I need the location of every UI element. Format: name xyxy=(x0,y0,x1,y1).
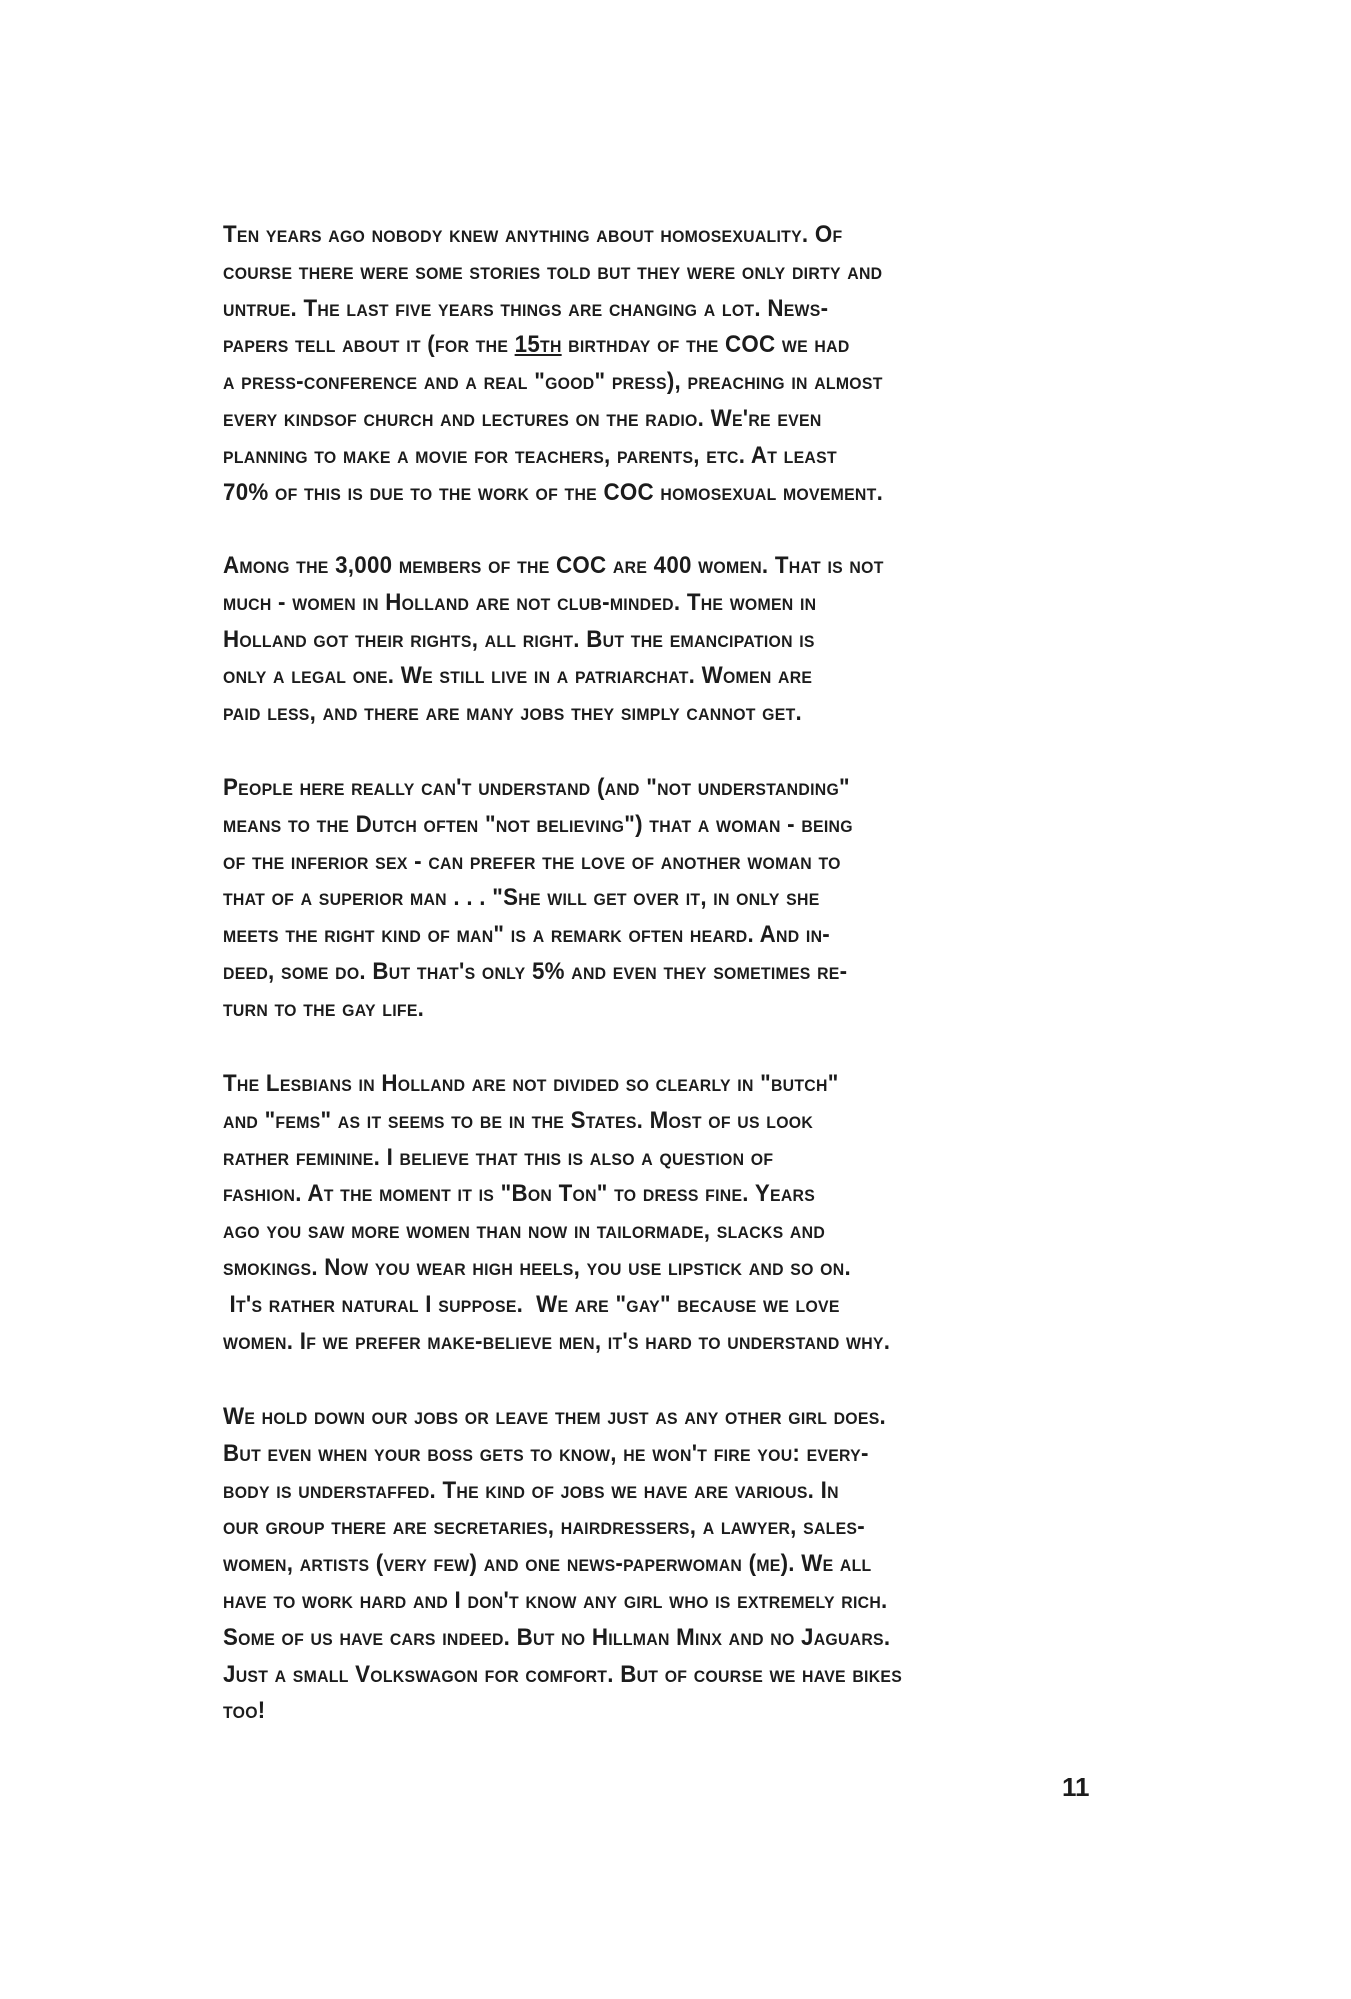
text-line: Some of us have cars indeed. But no Hillman Minx and no Jaguars. xyxy=(223,1623,891,1651)
text-line: every kindsof church and lectures on the radio. We're even xyxy=(223,404,822,432)
text-line: course there were some stories told but they were only dirty and xyxy=(223,257,883,285)
text-line: paid less, and there are many jobs they simply cannot get. xyxy=(223,699,803,727)
text-line: Just a small Volkswagon for comfort. But of course we have bikes xyxy=(223,1660,903,1688)
text-line: too! xyxy=(223,1697,266,1725)
text-line: of the inferior sex - can prefer the love of another woman to xyxy=(223,847,841,875)
text-line: have to work hard and I don't know any girl who is extremely rich. xyxy=(223,1586,888,1614)
paragraph-1 xyxy=(223,217,933,511)
text-line: turn to the gay life. xyxy=(223,994,425,1022)
underlined-15th: 15th xyxy=(514,331,562,359)
text-line: It's rather natural I suppose. We are "gay" because we love xyxy=(223,1290,840,1318)
paragraph-4 xyxy=(223,1066,940,1360)
text-line: planning to make a movie for teachers, parents, etc. At least xyxy=(223,441,837,469)
page-number: 11 xyxy=(1062,1772,1090,1802)
text-line: only a legal one. We still live in a patriarchat. Women are xyxy=(223,662,813,690)
text-line: Ten years ago nobody knew anything about homosexuality. Of xyxy=(223,221,843,248)
text-segment: birthday of the COC we had xyxy=(561,331,850,359)
text-line: our group there are secretaries, hairdressers, a lawyer, sales- xyxy=(223,1513,865,1541)
text-line: smokings. Now you wear high heels, you use lipstick and so on. xyxy=(223,1253,851,1281)
text-line: deed, some do. But that's only 5% and even they sometimes re- xyxy=(223,957,848,985)
paragraph-2 xyxy=(223,548,933,732)
text-line: But even when your boss gets to know, he won't fire you: every- xyxy=(223,1439,869,1467)
text-line: People here really can't understand (and "not understanding" xyxy=(223,774,850,801)
text-line: women, artists (very few) and one news-paperwoman (me). We all xyxy=(223,1550,872,1578)
text-line: We hold down our jobs or leave them just as any other girl does. xyxy=(223,1403,887,1430)
text-line: much - women in Holland are not club-minded. The women in xyxy=(223,588,817,616)
text-line: ago you saw more women than now in tailormade, slacks and xyxy=(223,1217,826,1245)
text-line: Among the 3,000 members of the COC are 400 women. That is not xyxy=(223,552,884,579)
text-line: fashion. At the moment it is "Bon Ton" to dress fine. Years xyxy=(223,1180,816,1208)
text-line: untrue. The last five years things are changing a lot. News- xyxy=(223,294,829,322)
text-line: means to the Dutch often "not believing") that a woman - being xyxy=(223,810,853,838)
paragraph-5 xyxy=(223,1399,953,1730)
text-line: a press-conference and a real "good" press), preaching in almost xyxy=(223,368,883,396)
text-line: The Lesbians in Holland are not divided so clearly in "butch" xyxy=(223,1070,839,1097)
text-segment: papers tell about it (for the xyxy=(223,331,515,359)
text-line: and "fems" as it seems to be in the States. Most of us look xyxy=(223,1106,814,1134)
text-line: body is understaffed. The kind of jobs we have are various. In xyxy=(223,1476,839,1504)
paragraph-3 xyxy=(223,770,900,1028)
text-line: rather feminine. I believe that this is also a question of xyxy=(223,1143,774,1171)
text-line xyxy=(223,327,883,364)
text-line: that of a superior man . . . "She will get over it, in only she xyxy=(223,884,820,912)
text-line: 70% of this is due to the work of the COC homosexual movement. xyxy=(223,478,884,506)
text-line: meets the right kind of man" is a remark often heard. And in- xyxy=(223,921,830,949)
text-line: women. If we prefer make-believe men, it's hard to understand why. xyxy=(223,1327,891,1355)
text-line: Holland got their rights, all right. But the emancipation is xyxy=(223,625,815,653)
